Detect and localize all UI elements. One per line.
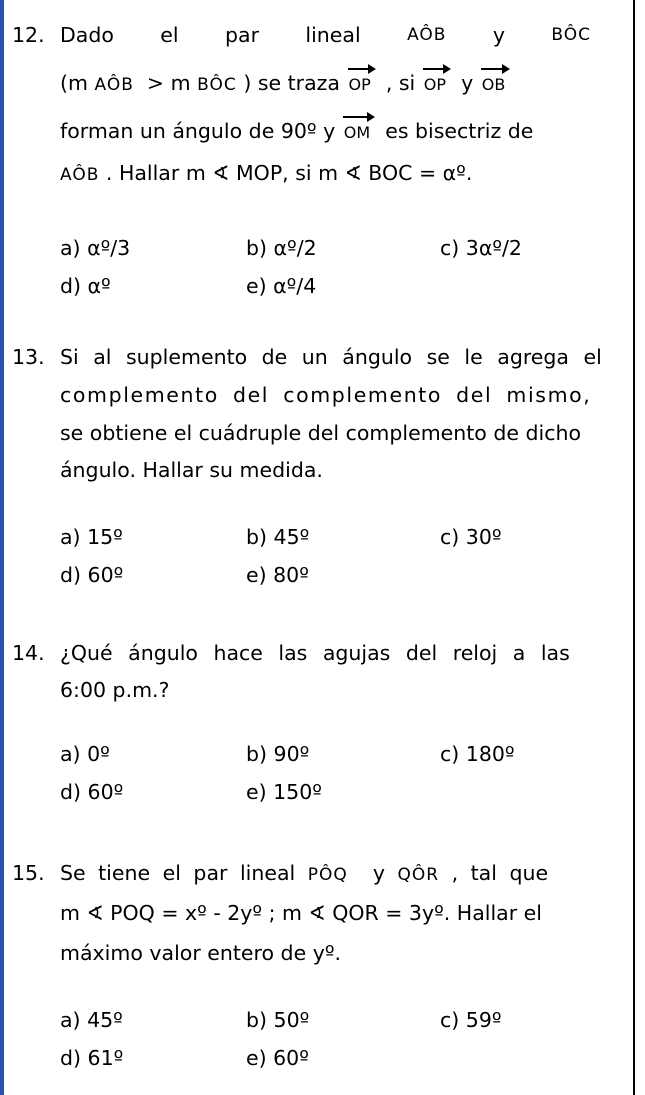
option[interactable]: a) 0º: [60, 742, 110, 766]
statement-line: se obtiene el cuádruple del complemento de dicho: [60, 421, 582, 445]
statement-line: forman un ángulo de 90º y OM es bisectriz de: [60, 116, 591, 146]
option[interactable]: a) αº/3: [60, 236, 131, 260]
statement-line: Se tiene el par lineal PÔQ y QÔR , tal que: [60, 861, 549, 885]
statement-line: ¿Qué ángulo hace las agujas del reloj a las: [60, 641, 570, 665]
option[interactable]: d) 60º: [60, 563, 124, 587]
option[interactable]: a) 15º: [60, 525, 123, 549]
vector-notation: OM: [342, 118, 372, 148]
left-blue-border: [0, 0, 4, 1095]
option[interactable]: d) 60º: [60, 780, 124, 804]
option[interactable]: d) 61º: [60, 1046, 124, 1070]
statement-line: 6:00 p.m.?: [60, 678, 170, 702]
option[interactable]: c) 30º: [440, 525, 502, 549]
problem-number: 14.: [12, 641, 45, 665]
vector-notation: OB: [480, 70, 508, 100]
statement-line: complemento del complemento del mismo,: [60, 383, 592, 407]
vector-notation: OP: [422, 70, 448, 100]
option[interactable]: e) 150º: [246, 780, 322, 804]
option[interactable]: a) 45º: [60, 1008, 123, 1032]
statement-line: Si al suplemento de un ángulo se le agrega el: [60, 345, 602, 369]
option[interactable]: b) 90º: [246, 742, 310, 766]
option[interactable]: e) 80º: [246, 563, 309, 587]
problem-number: 12.: [12, 23, 45, 47]
option[interactable]: e) 60º: [246, 1046, 309, 1070]
statement-line: AÔB . Hallar m ∢ MOP, si m ∢ BOC = αº.: [60, 161, 473, 185]
statement-line: ángulo. Hallar su medida.: [60, 458, 323, 482]
right-border: [633, 0, 635, 1095]
option[interactable]: c) 59º: [440, 1008, 502, 1032]
option[interactable]: b) 50º: [246, 1008, 310, 1032]
statement-line: Dado el par lineal AÔB y BÔC: [60, 20, 591, 50]
option[interactable]: e) αº/4: [246, 274, 317, 298]
statement-line: m ∢ POQ = xº - 2yº ; m ∢ QOR = 3yº. Hallar el: [60, 901, 542, 925]
option[interactable]: c) 3αº/2: [440, 236, 522, 260]
angle-notation: AÔB: [407, 25, 447, 45]
option[interactable]: b) 45º: [246, 525, 310, 549]
vector-notation: OP: [347, 70, 373, 100]
option[interactable]: d) αº: [60, 274, 111, 298]
statement-line: máximo valor entero de yº.: [60, 941, 342, 965]
angle-notation: BÔC: [551, 25, 591, 45]
option[interactable]: c) 180º: [440, 742, 515, 766]
option[interactable]: b) αº/2: [246, 236, 317, 260]
statement-line: (m AÔB > m BÔC ) se traza OP , si OP y OB: [60, 68, 591, 98]
problem-number: 15.: [12, 861, 45, 885]
problem-number: 13.: [12, 345, 45, 369]
